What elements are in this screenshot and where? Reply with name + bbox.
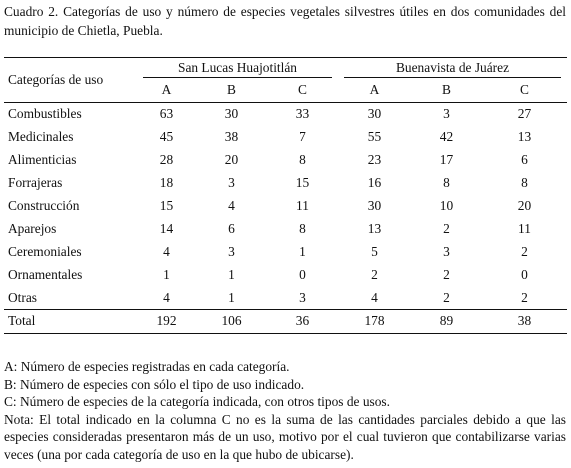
table-cell: 0 [521, 266, 528, 282]
category-label: Otras [8, 289, 38, 305]
group-header-san-lucas: San Lucas Huajotitlán [137, 58, 338, 79]
table-row [4, 103, 567, 126]
table-cell: 6 [521, 152, 528, 168]
table-cell: 14 [159, 220, 174, 236]
table-row [4, 172, 567, 195]
table-cell: 178 [338, 310, 411, 334]
table-row [4, 149, 567, 172]
table-caption: Cuadro 2. Categorías de uso y número de especies vegetales silvestres útiles en dos comunidades del municipio de Chietla, Puebla. [4, 4, 566, 38]
category-label: Ornamentales [8, 266, 83, 282]
table-cell: 38 [224, 129, 239, 145]
table-cell: 23 [367, 152, 382, 168]
table-cell: 1 [228, 266, 235, 282]
category-label: Aparejos [8, 220, 57, 236]
category-label: Ceremoniales [8, 243, 82, 259]
table-cell: 3 [228, 175, 235, 191]
table-row [4, 195, 567, 218]
table-cell: 1 [228, 289, 235, 305]
table-cell: 11 [296, 198, 309, 213]
table-cell: 8 [443, 175, 450, 191]
table-cell: 106 [196, 310, 267, 334]
column-header: C [520, 82, 529, 97]
table-cell: 192 [137, 310, 196, 334]
table-cell: 27 [517, 106, 532, 122]
table-cell: 20 [517, 198, 532, 213]
table-row [4, 240, 567, 263]
note-c: C: Número de especies de la categoría indicada, con otros tipos de usos. [4, 394, 390, 409]
table-cell: 89 [411, 310, 482, 334]
table-cell: 4 [228, 198, 235, 213]
table-cell: 30 [367, 106, 382, 122]
table-cell: 30 [367, 198, 382, 213]
table-cell: 4 [163, 243, 170, 259]
table-cell: 11 [518, 220, 531, 236]
column-header: A [369, 82, 380, 97]
note-general: Nota: El total indicado en la columna C no es la suma de las cantidades parciales debido a que las especies consideradas presentaron más de un uso, motivo por el cual tuvieron que contabilizarse varias veces (una por cada categoría de uso en la que hubo de ubicarse). [4, 411, 566, 462]
table-row [4, 286, 567, 309]
table-cell: 45 [159, 129, 174, 145]
total-row [4, 310, 567, 334]
table-cell: 2 [371, 266, 378, 282]
table-cell: 5 [371, 243, 378, 259]
table-cell: 8 [521, 175, 528, 191]
table-cell: 63 [159, 106, 174, 122]
table-row [4, 263, 567, 286]
table-cell: 17 [439, 152, 454, 168]
table-cell: 6 [228, 220, 235, 236]
table-cell: 38 [482, 310, 567, 334]
table-cell: 10 [439, 198, 454, 213]
category-label: Forrajeras [8, 175, 63, 191]
table-cell: 2 [521, 243, 528, 259]
table-cell: 16 [367, 175, 382, 191]
column-header: B [442, 82, 451, 97]
table-notes [4, 358, 566, 463]
table-cell: 28 [159, 152, 174, 168]
table-body [4, 103, 567, 334]
table-cell: 7 [299, 129, 306, 145]
total-label: Total [4, 310, 137, 334]
column-header: A [161, 82, 172, 97]
table-cell: 55 [367, 129, 382, 145]
table-cell: 3 [443, 243, 450, 259]
table-cell: 8 [299, 220, 306, 236]
table-cell: 42 [439, 129, 454, 145]
note-a: A: Número de especies registradas en cada categoría. [4, 359, 290, 374]
table-cell: 0 [299, 266, 306, 282]
note-b: B: Número de especies con sólo el tipo de uso indicado. [4, 376, 305, 392]
table-cell: 4 [163, 289, 170, 305]
table-cell: 8 [299, 152, 306, 168]
table-cell: 13 [517, 129, 532, 145]
table-cell: 18 [159, 175, 174, 191]
table-cell: 13 [367, 220, 382, 236]
table-cell: 2 [443, 220, 450, 236]
table-cell: 2 [521, 289, 528, 305]
table-row [4, 217, 567, 240]
table-row [4, 126, 567, 149]
category-label: Construcción [8, 198, 80, 213]
column-header: C [298, 82, 307, 97]
table-cell: 20 [224, 152, 239, 168]
table-cell: 2 [443, 289, 450, 305]
table-cell: 3 [443, 106, 450, 122]
table-cell: 15 [295, 175, 310, 191]
table-cell: 1 [299, 243, 306, 259]
table-cell: 4 [371, 289, 378, 305]
table-cell: 30 [224, 106, 239, 122]
column-header: B [227, 82, 236, 97]
table-cell: 33 [295, 106, 310, 122]
table-cell: 2 [443, 266, 450, 282]
category-label: Medicinales [8, 129, 74, 145]
table-cell: 15 [159, 198, 174, 213]
group-header-buenavista: Buenavista de Juárez [338, 58, 567, 79]
table-cell: 3 [228, 243, 235, 259]
table-cell: 1 [163, 266, 170, 282]
row-header: Categorías de uso [4, 58, 137, 103]
category-label: Combustibles [8, 106, 82, 122]
table-cell: 36 [267, 310, 338, 334]
use-categories-table [4, 57, 567, 334]
category-label: Alimenticias [8, 152, 77, 168]
table-cell: 3 [299, 289, 306, 305]
